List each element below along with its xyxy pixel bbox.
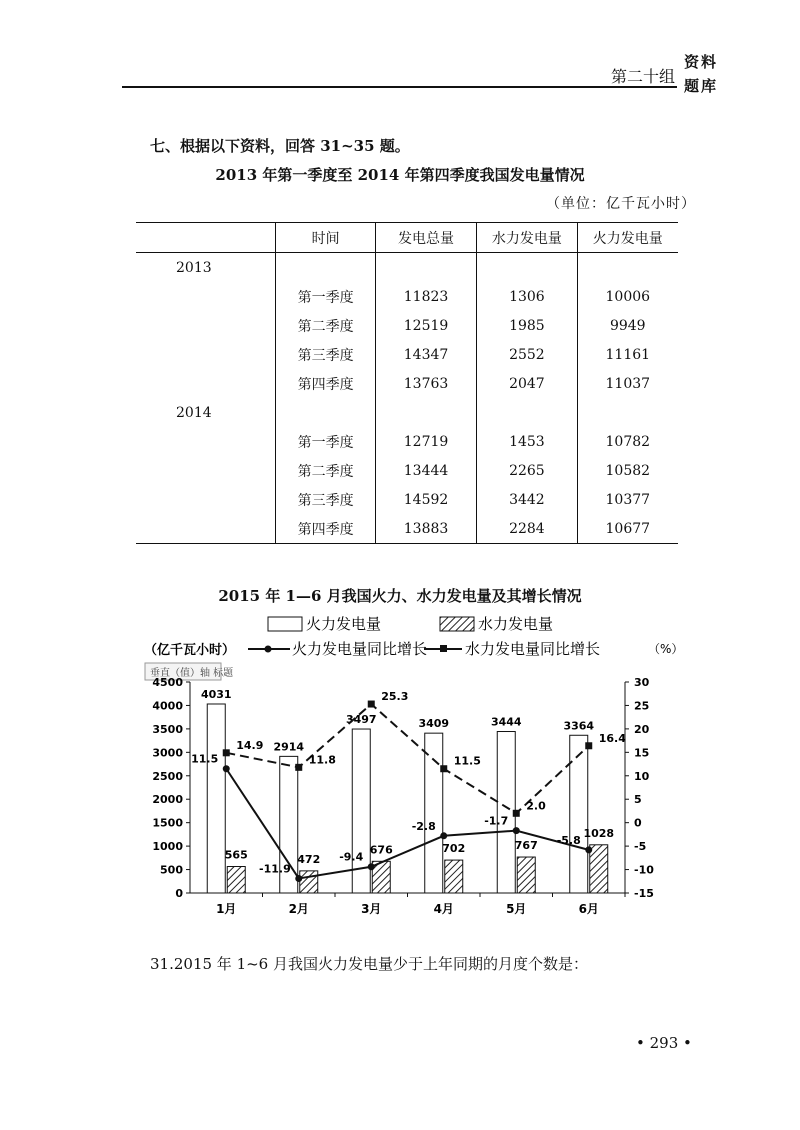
bar-label-hydro-2: 472 [297, 852, 321, 866]
hydro-cell: 2284 [477, 514, 577, 544]
thermal-cell: 11037 [577, 369, 678, 398]
bar-label-hydro-4: 702 [442, 842, 466, 856]
y2-tick-label: 15 [634, 746, 650, 760]
point-thermal-growth-6 [585, 846, 592, 853]
power-chart [0, 605, 800, 925]
empty-cell [577, 398, 678, 427]
total-cell: 14592 [375, 485, 476, 514]
x-tick-label: 4月 [433, 902, 454, 916]
stamp-line-1: 资料 [684, 53, 719, 71]
thermal-cell: 9949 [577, 311, 678, 340]
legend-label-hydro: 水力发电量 [478, 615, 554, 633]
y2-tick-label: -10 [634, 863, 654, 877]
label-thermal-growth-2: -11.9 [259, 862, 291, 876]
bar-label-thermal-5: 3444 [490, 715, 522, 729]
y2-tick-label: 30 [634, 676, 650, 689]
point-hydro-growth-2 [295, 764, 302, 771]
label-hydro-growth-2: 11.8 [308, 753, 336, 767]
bar-thermal-5 [497, 732, 515, 893]
y-tick-label: 500 [160, 863, 183, 877]
bar-label-thermal-4: 3409 [418, 717, 450, 731]
year-cell: 2013 [176, 259, 212, 276]
thermal-cell: 10677 [577, 514, 678, 544]
bar-hydro-5 [517, 857, 535, 893]
table-row [136, 427, 678, 456]
hydro-cell: 2047 [477, 369, 577, 398]
legend-swatch-hydro [440, 617, 474, 631]
x-tick-label: 1月 [216, 902, 237, 916]
header-stamp [684, 50, 718, 98]
thermal-cell: 10782 [577, 427, 678, 456]
table-year-row [136, 253, 678, 283]
header-rule [122, 86, 677, 88]
quarter-cell: 第三季度 [276, 485, 376, 514]
legend-marker-hydro-growth [440, 645, 447, 652]
x-tick-label: 2月 [288, 902, 309, 916]
header-time: 时间 [276, 223, 376, 253]
empty-cell [577, 253, 678, 283]
y-axis-title: （亿千瓦小时） [144, 643, 236, 658]
bar-hydro-1 [227, 867, 245, 893]
total-cell: 14347 [375, 340, 476, 369]
empty-cell [375, 253, 476, 283]
label-hydro-growth-5: 2.0 [526, 799, 546, 813]
axis-title-tag: 垂直（值）轴 标题 [150, 668, 234, 679]
point-thermal-growth-1 [223, 765, 230, 772]
total-cell: 11823 [375, 282, 476, 311]
empty-cell [136, 456, 276, 485]
quarter-cell: 第三季度 [276, 340, 376, 369]
label-thermal-growth-3: -9.4 [339, 850, 364, 864]
y-tick-label: 3000 [152, 746, 183, 760]
bar-hydro-6 [590, 845, 608, 893]
bar-thermal-6 [570, 735, 588, 893]
total-cell: 13763 [375, 369, 476, 398]
y-tick-label: 4000 [152, 699, 183, 713]
bar-label-thermal-6: 3364 [563, 719, 595, 733]
thermal-cell: 11161 [577, 340, 678, 369]
empty-cell [477, 253, 577, 283]
power-table [136, 222, 678, 544]
point-thermal-growth-5 [513, 827, 520, 834]
legend-label-thermal-growth: 火力发电量同比增长 [292, 640, 428, 658]
bar-label-hydro-1: 565 [224, 848, 248, 862]
header-total: 发电总量 [375, 223, 476, 253]
label-hydro-growth-3: 25.3 [381, 690, 409, 704]
point-hydro-growth-6 [585, 742, 592, 749]
label-thermal-growth-4: -2.8 [411, 819, 436, 833]
quarter-cell: 第四季度 [276, 369, 376, 398]
point-thermal-growth-2 [295, 875, 302, 882]
label-thermal-growth-1: 11.5 [191, 752, 219, 766]
point-hydro-growth-4 [440, 765, 447, 772]
page-number: • 293 • [636, 1034, 692, 1052]
point-hydro-growth-3 [368, 701, 375, 708]
chart-title: 2015 年 1—6 月我国火力、水力发电量及其增长情况 [218, 587, 582, 605]
point-thermal-growth-4 [440, 832, 447, 839]
bar-hydro-4 [445, 860, 463, 893]
label-thermal-growth-5: -1.7 [484, 814, 509, 828]
y-tick-label: 1000 [152, 840, 183, 854]
y-tick-label: 1500 [152, 816, 183, 830]
y-tick-label: 3500 [152, 722, 183, 736]
total-cell: 12519 [375, 311, 476, 340]
y2-tick-label: 10 [634, 769, 650, 783]
empty-cell [136, 514, 276, 544]
x-tick-label: 3月 [361, 902, 382, 916]
bar-label-hydro-6: 1028 [583, 826, 615, 840]
hydro-cell: 2265 [477, 456, 577, 485]
thermal-cell: 10582 [577, 456, 678, 485]
hydro-cell: 1985 [477, 311, 577, 340]
table-unit: （单位：亿千瓦小时） [546, 196, 696, 212]
label-hydro-growth-4: 11.5 [453, 754, 481, 768]
legend-swatch-thermal [268, 617, 302, 631]
y-tick-label: 2500 [152, 769, 183, 783]
y-tick-label: 4500 [152, 676, 183, 689]
quarter-cell: 第二季度 [276, 456, 376, 485]
empty-cell [477, 398, 577, 427]
empty-cell [136, 369, 276, 398]
header-title: 第二十组 [611, 67, 676, 86]
quarter-cell: 第四季度 [276, 514, 376, 544]
label-hydro-growth-6: 16.4 [598, 731, 626, 745]
empty-cell [136, 340, 276, 369]
table-row [136, 311, 678, 340]
label-thermal-growth-6: -5.8 [556, 833, 581, 847]
quarter-cell: 第一季度 [276, 427, 376, 456]
y-tick-label: 0 [175, 887, 183, 900]
bar-thermal-4 [425, 733, 443, 893]
y2-tick-label: 20 [634, 722, 650, 736]
hydro-cell: 1306 [477, 282, 577, 311]
bar-hydro-2 [300, 871, 318, 893]
y-tick-label: 2000 [152, 793, 183, 807]
empty-cell [375, 398, 476, 427]
empty-cell [136, 311, 276, 340]
label-hydro-growth-1: 14.9 [236, 738, 264, 752]
table-row [136, 514, 678, 544]
empty-cell [276, 253, 376, 283]
total-cell: 12719 [375, 427, 476, 456]
legend-label-thermal: 火力发电量 [306, 615, 382, 633]
table-title: 2013 年第一季度至 2014 年第四季度我国发电量情况 [215, 166, 585, 184]
year-cell: 2014 [176, 404, 212, 421]
hydro-cell: 2552 [477, 340, 577, 369]
table-row [136, 340, 678, 369]
header-thermal: 火力发电量 [577, 223, 678, 253]
x-tick-label: 5月 [506, 902, 527, 916]
question-31: 31.2015 年 1~6 月我国火力发电量少于上年同期的月度个数是： [150, 955, 588, 973]
table-row [136, 456, 678, 485]
quarter-cell: 第一季度 [276, 282, 376, 311]
table-row [136, 282, 678, 311]
thermal-cell: 10377 [577, 485, 678, 514]
bar-label-hydro-5: 767 [514, 839, 538, 853]
empty-cell [136, 427, 276, 456]
bar-label-thermal-2: 2914 [273, 740, 305, 754]
quarter-cell: 第二季度 [276, 311, 376, 340]
table-header-row [136, 223, 678, 253]
y2-axis-title: （%） [648, 642, 684, 656]
point-hydro-growth-1 [223, 749, 230, 756]
empty-cell [136, 485, 276, 514]
bar-label-thermal-3: 3497 [345, 713, 377, 727]
y2-tick-label: -5 [634, 840, 647, 854]
point-thermal-growth-3 [368, 863, 375, 870]
x-tick-label: 6月 [578, 902, 599, 916]
hydro-cell: 3442 [477, 485, 577, 514]
legend-label-hydro-growth: 水力发电量同比增长 [465, 640, 601, 658]
legend-marker-thermal-growth [265, 646, 272, 653]
point-hydro-growth-5 [513, 810, 520, 817]
bar-label-thermal-1: 4031 [200, 687, 232, 701]
header-hydro: 水力发电量 [477, 223, 577, 253]
thermal-cell: 10006 [577, 282, 678, 311]
total-cell: 13883 [375, 514, 476, 544]
table-year-row [136, 398, 678, 427]
bar-label-hydro-3: 676 [369, 843, 393, 857]
table-row [136, 485, 678, 514]
y2-tick-label: 5 [634, 793, 642, 807]
empty-cell [276, 398, 376, 427]
y2-tick-label: 0 [634, 816, 642, 830]
y2-tick-label: 25 [634, 699, 650, 713]
hydro-cell: 1453 [477, 427, 577, 456]
y2-tick-label: -15 [634, 887, 654, 900]
total-cell: 13444 [375, 456, 476, 485]
section-intro: 七、根据以下资料，回答 31~35 题。 [150, 137, 410, 155]
header-blank [136, 223, 276, 253]
empty-cell [136, 282, 276, 311]
table-row [136, 369, 678, 398]
stamp-line-2: 题库 [684, 77, 719, 95]
bar-thermal-1 [207, 704, 225, 893]
